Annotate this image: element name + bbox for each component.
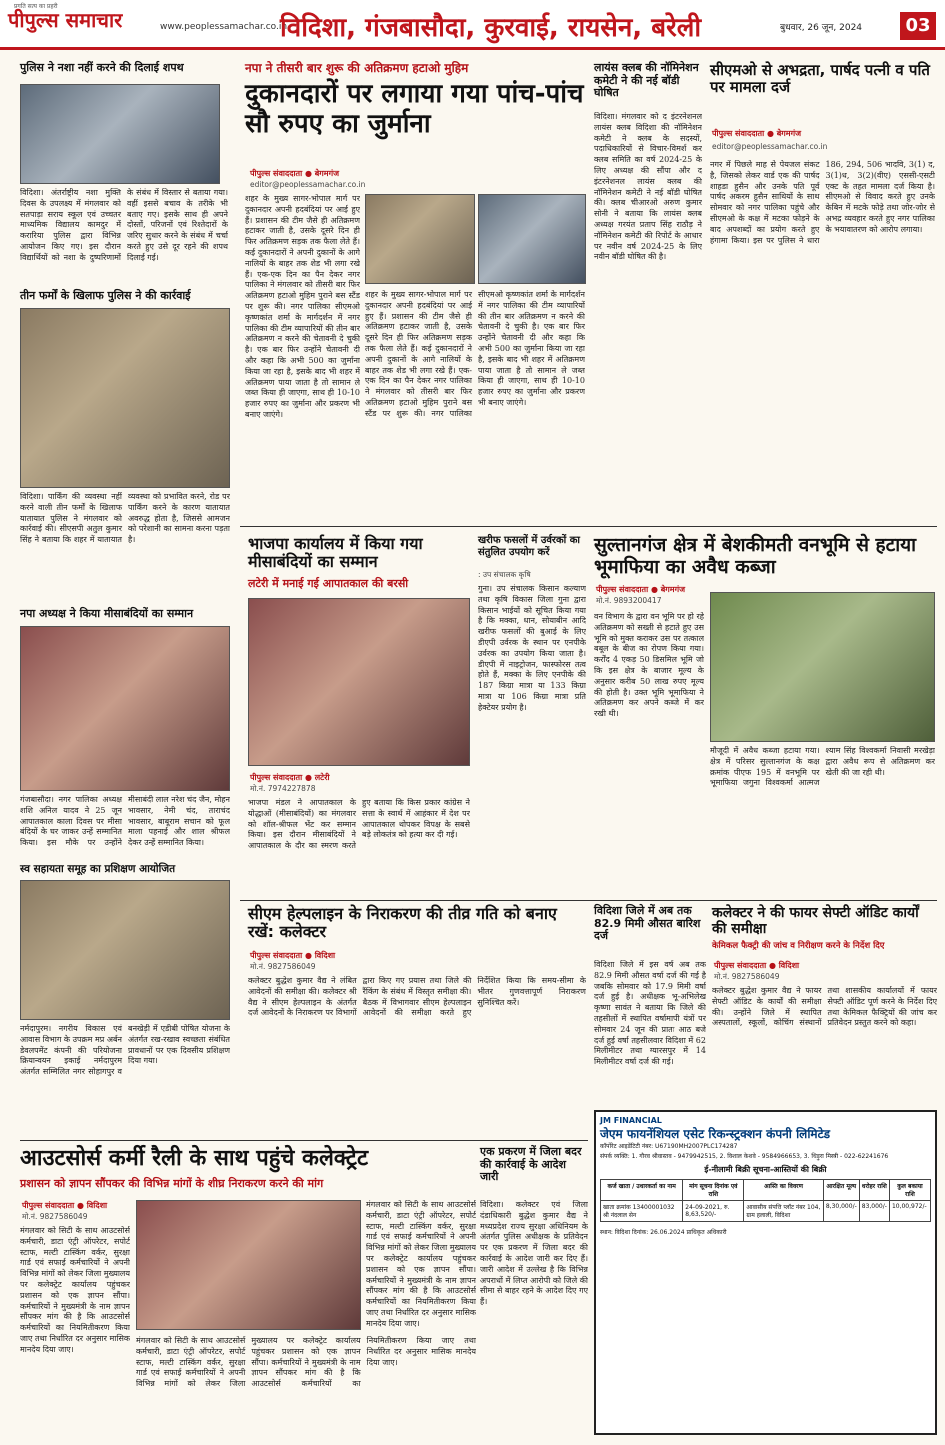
bjp-misa-headline: भाजपा कार्यालय में किया गया मीसाबंदियों का सम्मान <box>248 534 423 572</box>
table-cell: आवासीय संपत्ति प्लॉट नंबर 104, ग्राम हलाली, विदिशा <box>744 1201 824 1222</box>
rainfall-body: विदिशा जिले में इस वर्ष अब तक 82.9 मिमी औसत वर्षा दर्ज की गई है जबकि सोमवार को 17.9 मिमी वर्षा दर्ज हुई है। अधीक्षक भू-अभिलेख कृष्णा सावंत ने बताया कि जिले की तहसीलों में स्थापित वर्षामापी यंत्रों पर सोमवार 24 जून की प्रातः आठ बजे दर्ज हुई वर्षा तहसीलवार विदिशा में 62 मिलीमीटर तथा ग्यारसपुर में 14 मिलीमीटर वर्षा दर्ज की गई। <box>594 960 706 1067</box>
rally-photo <box>136 1200 361 1330</box>
rainfall-headline: विदिशा जिले में अब तक 82.9 मिमी औसत बारिश दर्ज <box>594 904 701 943</box>
training-photo <box>20 880 230 1020</box>
cm-helpline-body: कलेक्टर बुद्धेश कुमार वैद्य ने लंबित आवेदनों की समीक्षा की। कलेक्टर श्री वैद्य ने सीएम हेल्पलाइन के अंतर्गत दर्ज आवेदनों के निराकरण पर विभागों द्वारा किए गए प्रयास तथा जिले की रैंकिंग के संबंध में विस्तृत समीक्षा की। बैठक में विभागवार सीएम हेल्पलाइन आवेदनों की समीक्षा करते हुए निर्देशित किया कि समय-सीमा के भीतर गुणवत्तापूर्ण निराकरण सुनिश्चित करें। <box>248 976 586 1018</box>
three-firms-body: विदिशा। पार्किंग की व्यवस्था नहीं करने वाली तीन फर्मों के खिलाफ यातायात पुलिस ने मंगलवार को कार्रवाई की। सीएसपी अतुल कुमार सिंह ने बताया कि शहर में यातायात व्यवस्था को प्रभावित करने, रोड पर पार्किंग करने के कारण यातायात अवरुद्ध होता है, जिससे आमजन को परेशानी का सामना करना पड़ता है। <box>20 492 230 545</box>
outsource-rally-byline: पीपुल्स संवाददाता ● विदिशा <box>22 1201 108 1210</box>
police-oath-body: विदिशा। अंतर्राष्ट्रीय नशा मुक्ति दिवस के उपलक्ष्य में मंगलवार को सतपाड़ा सराय स्कूल एवं उच्चतर माध्यमिक विद्यालय कामदुर में करारिया पुलिस द्वारा विभिन्न आयोजन किए गए। इस दौरान विद्यार्थियों को नशा के दुष्परिणामों के संबंध में विस्तार से बताया गया। वहीं इससे बचाव के तरीके भी बताए गए। इसके साथ ही अपने दोस्तों, परिजनों एवं रिश्तेदारों के जरिए सुधार करने के संबंध में चर्चा करते हुए उसे दूर रहने की शपथ दिलाई गई। <box>20 188 228 262</box>
cmo-case-headline: सीएमओ से अभद्रता, पार्षद पत्नी व पति पर मामला दर्ज <box>710 61 930 97</box>
fire-safety-headline: कलेक्टर ने की फायर सेफ्टी ऑडिट कार्यों की समीक्षा <box>712 905 919 938</box>
bjp-misa-body: भाजपा मंडल ने आपातकाल के योद्धाओं (मीसाबंदियों) का मंगलवार को शॉल-श्रीफल भेंट कर सम्मान किया। इस दौरान मीसाबंदियों ने आपातकाल के दौर का स्मरण करते हुए बताया कि किस प्रकार कांग्रेस ने सत्ता के स्वार्थ में आहंकार में देश पर आपातकाल थोपकर विपक्ष के सबसे बड़े लोकतंत्र को हत्या कर दी गई। <box>248 798 470 851</box>
outsource-rally-body: मंगलवार को सिटी के साथ आउटसोर्स कर्मचारी, डाटा एंट्री ऑपरेटर, सपोर्ट स्टाफ, मल्टी टास्किंग वर्कर, सुरक्षा गार्ड एवं सफाई कर्मचारियों ने अपनी विभिन्न मांगों को लेकर जिला मुख्यालय पर कलेक्ट्रेट कार्यालय पहुंचकर प्रशासन को एक ज्ञापन सौंपा। कर्मचारियों ने मुख्यमंत्री के नाम ज्ञापन सौंपकर मांग की है कि आउटसोर्स कर्मचारियों का नियमितीकरण किया जाए तथा निर्धारित दर अनुसार मासिक मानदेय दिया जाए। <box>20 1226 130 1354</box>
cm-helpline-headline: सीएम हेल्पलाइन के निराकरण की तीव्र गति को बनाए रखें: कलेक्टर <box>248 904 557 942</box>
table-cell: 8,30,000/- <box>823 1201 859 1222</box>
lions-club-body: विदिशा। मंगलवार को द इंटरनेशनल लायंस क्लब विदिशा की नॉमिनेशन कमेटी ने क्लब के सदस्यों, पदाधिकारियों से विचार-विमर्श कर क्लब समिति का वर्ष 2024-25 के लिए अध्यक्ष की सौंपा और द इंटरनेशनल लायंस क्लब की नॉमिनेशन कमेटी ने नई बॉडी घोषित की। क्लब चीआरओ अरुण कुमार सोनी ने बताया कि लायंस क्लब अध्यक्ष गरयंत प्रताप सिंह राठौड़ ने नॉमिनेशन कमेटी की रिपोर्ट के आधार पर नवीन वर्ष 2024-25 के लिए नवीन बॉडी घोषित की है। <box>594 112 702 262</box>
edition-cities: विदिशा, गंजबासौदा, कुरवाई, रायसेन, बरेली <box>280 13 702 43</box>
cmo-case-body: नगर में पिछले माह से पेयजल संकट है, जिसको लेकर वार्ड एक की पार्षद शाहडा हुसैन और उनके पति पूर्व पार्षद अकरम हुसैन साथियों के साथ सोमवार को नगर पालिका पहुंचे और सीएमओ के कक्ष में मटका फोड़ने के बाद अपशब्दों का प्रयोग करते हुए हंगामा किया। इस पर पुलिस ने धारा 186, 294, 506 भादवि, 3(1) द, 3(1)ध, 3(2)(वीए) एससी-एसटी एक्ट के तहत मामला दर्ज किया है। सीएमओ से विवाद करते हुए उनके केबिन में मटके फोड़े तथा जोर-जोर से अभद्र व्यवहार करते हुए नगर पालिका के भयावातरण को आरोप लगाया। <box>710 160 935 245</box>
ad-contact: संपर्क व्यक्ति: 1. गौरव श्रीवास्तव - 9479942515, 2. विशाल केशवे - 9584966653, 3. धिड़ुरा मिस्त्री - 022-62241676 <box>600 1153 889 1160</box>
encroachment-body: शहर के मुख्य सागर-भोपाल मार्ग पर दुकानदार अपनी हदबंदियां पर आई हुए हैं। प्रशासन की टीम जैसे ही अतिक्रमण हटाकर जाती है, उसके दूसरे दिन ही फिर अतिक्रमण सड़क तक फैला लेते हैं। कई दुकानदारों ने अपनी दुकानों के आगे नालियों के बाहर तक शेड भी लगा रखे हैं। एक-एक दिन का पैन देकर नगर पालिका ने मंगलवार को तीसरी बार फिर अतिक्रमण हटाओ मुहिम पुराने बस स्टैंड पर शुरू की। नगर पालिका सीएमओ कृष्णकांत शर्मा के मार्गदर्शन में नगर पालिका की टीम व्यापारियों की तीन बार अतिक्रमण न करने की चेतावनी दे चुकी है। एक बार फिर उन्होंने चेतावनी दी और कहा कि अभी 500 का जुर्माना किया जा रहा है, इसके बाद भी शहर में अतिक्रमण पाया जाता है तो सामान ले जब्त किया ही जाएगा, साथ ही 10-10 हजार रुपए का जुर्माना और प्रकरण भी बनाए जाएंगे। <box>245 194 360 419</box>
page-number: 03 <box>900 12 936 40</box>
self-help-headline: स्व सहायता समूह का प्रशिक्षण आयोजित <box>20 863 176 875</box>
district-exile-headline: एक प्रकरण में जिला बदर की कार्रवाई के आदेश जारी <box>480 1145 582 1184</box>
three-firms-headline: तीन फर्मों के खिलाफ पुलिस ने की कार्रवाई <box>20 289 191 302</box>
outsource-rally-body-2: मंगलवार को सिटी के साथ आउटसोर्स कर्मचारी, डाटा एंट्री ऑपरेटर, सपोर्ट स्टाफ, मल्टी टास्किंग वर्कर, सुरक्षा गार्ड एवं सफाई कर्मचारियों ने अपनी विभिन्न मांगों को लेकर जिला मुख्यालय पर कलेक्ट्रेट कार्यालय पहुंचकर प्रशासन को एक ज्ञापन सौंपा। कर्मचारियों ने मुख्यमंत्री के नाम ज्ञापन सौंपकर मांग की है कि आउटसोर्स कर्मचारियों का नियमितीकरण किया जाए तथा निर्धारित दर अनुसार मासिक मानदेय दिया जाए। <box>136 1336 476 1389</box>
sultanganj-caption: मौजूदी में अवैध कब्जा हटाया गया। क्षेत्र में परिसर सुल्तानगंज के कक्ष क्रमांक पीएफ 195 में वनभूमि पर भूमाफिया जगुना विश्वकर्मा आत्मज श्याम सिंह विश्वकर्मा निवासी मरखेड़ा द्वारा अवैध रूप से अतिक्रमण कर खेती की जा रही थी। <box>710 746 935 788</box>
nagar-adhyaksh-body: गंजबासौदा। नगर पालिका अध्यक्ष शशि अनिल यादव ने 25 जून आपातकाल काला दिवस पर मीसा बंदियों के घर जाकर उन्हें सम्मानित किया। इस मौके पर उन्होंने मीसाबंदी लाल नरेश चंद जैन, मोहन भावसार, नेमी चंद, ताराचंद भावसार, बाबूराम सचान को फूल माला पहनाई और शाल श्रीफल देकर उन्हें सम्मानित किया। <box>20 795 230 848</box>
bjp-misa-phone: मो.नं. 7974227878 <box>250 784 316 793</box>
nagar-adhyaksh-headline: नपा अध्यक्ष ने किया मीसाबंदियों का सम्मान <box>20 607 194 620</box>
table-header: आरक्षित मूल्य <box>823 1180 859 1201</box>
police-oath-headline: पुलिस ने नशा नहीं करने की दिलाई शपथ <box>20 61 184 74</box>
fire-safety-kicker: केमिकल फैक्ट्री की जांच व निरीक्षण करने के निर्देश दिए <box>712 941 885 951</box>
self-help-body: नर्मदापुरम। नगरीय विकास एवं आवास विभाग के उपक्रम मप्र अर्बन डेवलपमेंट कंपनी की परियोजना क्रियान्वयन इकाई नर्मदापुरम अंतर्गत सम्मिलित नगर सोहागपुर व बनखेड़ी में एडीबी पोषित योजना के अंतर्गत रख-रखाव स्वच्छता संबंधित प्रावधानों पर एक दिवसीय प्रशिक्षण दिया गया। <box>20 1024 230 1077</box>
section-divider-2 <box>240 900 937 901</box>
encroachment-photo-2 <box>478 194 586 284</box>
fire-safety-byline: पीपुल्स संवाददाता ● विदिशा <box>714 961 800 970</box>
fire-safety-body: कलेक्टर बुद्धेश कुमार वैद्य ने फायर सेफ्टी ऑडिट के कार्यों की समीक्षा की। उन्होंने जिले में स्थापित अस्पतालों, स्कूलों, कोचिंग संस्थानों तथा शासकीय कार्यालयों में फायर सेफ्टी ऑडिट पूर्ण करने के निर्देश दिए तथा केमिकल फैक्ट्रियों की जांच कर प्रतिवेदन प्रस्तुत करने को कहा। <box>712 986 937 1028</box>
ad-cin: कॉर्पोरेट आइडेंटिटी नंबर: U67190MH2007PLC174287 <box>600 1143 738 1150</box>
outsource-rally-phone: मो.नं. 9827586049 <box>22 1212 88 1221</box>
newspaper-logo: पीपुल्स समाचार <box>8 8 123 32</box>
table-cell: खाता क्रमांक 13400001032 श्री नंदलाल सेन <box>601 1201 683 1222</box>
table-row <box>601 1201 931 1222</box>
encroachment-photo-1 <box>365 194 475 284</box>
masthead <box>0 0 945 50</box>
section-divider <box>240 526 937 527</box>
sultanganj-phone: मो.नं. 9893200417 <box>596 596 662 605</box>
students-photo <box>20 84 220 184</box>
sultanganj-body: वन विभाग के द्वारा वन भूमि पर हो रहे अतिक्रमण को सख्ती से हटाते हुए उस भूमि को मुक्त कराकर उस पर तत्काल बबूल के बीज का रोपण किया गया। कर्रोंद 4 एकड़ 50 डिसमिल भूमि जो कि इस क्षेत्र के बाजार मूल्य के अनुसार करीब 50 लाख रुपए मूल्य की होती है। उक्त भूमि भूमाफिया ने अतिक्रमण कर अपने कब्जे में कर रखी थी। <box>594 612 704 719</box>
table-header: धरोहर राशि <box>859 1180 889 1201</box>
encroachment-body-2: शहर के मुख्य सागर-भोपाल मार्ग पर दुकानदार अपनी हदबंदियां पर आई हुए हैं। प्रशासन की टीम जैसे ही अतिक्रमण हटाकर जाती है, उसके दूसरे दिन ही फिर अतिक्रमण सड़क तक फैला लेते हैं। कई दुकानदारों ने अपनी दुकानों के आगे नालियों के बाहर तक शेड भी लगा रखे हैं। एक-एक दिन का पैन देकर नगर पालिका ने मंगलवार को तीसरी बार फिर अतिक्रमण हटाओ मुहिम पुराने बस स्टैंड पर शुरू की। नगर पालिका सीएमओ कृष्णकांत शर्मा के मार्गदर्शन में नगर पालिका की टीम व्यापारियों की तीन बार अतिक्रमण न करने की चेतावनी दे चुकी है। एक बार फिर उन्होंने चेतावनी दी और कहा कि अभी 500 का जुर्माना किया जा रहा है, इसके बाद भी शहर में अतिक्रमण पाया जाता है तो सामान ले जब्त किया ही जाएगा, साथ ही 10-10 हजार रुपए का जुर्माना और प्रकरण भी बनाए जाएंगे। <box>365 290 585 418</box>
bjp-misa-byline: पीपुल्स संवाददाता ● लटेरी <box>250 773 330 782</box>
outsource-rally-body-3: मंगलवार को सिटी के साथ आउटसोर्स कर्मचारी, डाटा एंट्री ऑपरेटर, सपोर्ट स्टाफ, मल्टी टास्किंग वर्कर, सुरक्षा गार्ड एवं सफाई कर्मचारियों ने अपनी विभिन्न मांगों को लेकर जिला मुख्यालय पर कलेक्ट्रेट कार्यालय पहुंचकर प्रशासन को एक ज्ञापन सौंपा। कर्मचारियों ने मुख्यमंत्री के नाम ज्ञापन सौंपकर मांग की है कि आउटसोर्स कर्मचारियों का नियमितीकरण किया जाए तथा निर्धारित दर अनुसार मासिक मानदेय दिया जाए। <box>366 1200 476 1328</box>
table-cell: 10,00,972/- <box>889 1201 930 1222</box>
ad-notice-title: ई-नीलामी बिक्री सूचना-आस्तियों की बिक्री <box>704 1165 827 1174</box>
outsource-rally-headline: आउटसोर्स कर्मी रैली के साथ पहुंचे कलेक्ट्रेट <box>20 1146 369 1171</box>
table-cell: 24-09-2021, रु. 8,63,520/- <box>683 1201 744 1222</box>
encroachment-email[interactable]: editor@peoplessamachar.co.in <box>250 180 366 189</box>
kharif-body: गुना। उप संचालक किसान कल्याण तथा कृषि विकास जिला गुना द्वारा किसान भाईयों को सूचित किया गया है कि मक्का, धान, सोयाबीन आदि खरीफ फसलों की बुआई के लिए डीएपी उर्वरक के स्थान पर एनपीके उर्वरक का उपयोग किया जाता है। डीएपी में नाइट्रोजन, फास्फोरस तत्व होते हैं, मक्का के लिए एनपीके की 187 किग्रा मात्रा या 133 किग्रा मात्रा या 106 किग्रा मात्रा प्रति हेक्टेयर प्रयोग है। <box>478 584 586 712</box>
cm-helpline-phone: मो.नं. 9827586049 <box>250 962 316 971</box>
ad-company: जेएम फायनेंशियल एसेट रिकन्स्ट्रक्शन कंपनी लिमिटेड <box>600 1127 831 1141</box>
table-header: कर्ज खाता / उधारकर्ता का नाम <box>601 1180 683 1201</box>
ad-brand: JM FINANCIAL <box>600 1116 662 1125</box>
table-header: मांग सूचना दिनांक एवं राशि <box>683 1180 744 1201</box>
ad-footer: स्थान: विदिशा दिनांक: 26.06.2024 प्राधिकृत अधिकारी <box>600 1229 727 1236</box>
cmo-case-byline: पीपुल्स संवाददाता ● बेगमगंज <box>712 129 802 138</box>
forest-land-photo <box>710 592 935 742</box>
encroachment-kicker: नपा ने तीसरी बार शुरू की अतिक्रमण हटाओ मुहिम <box>245 61 469 75</box>
auction-advertisement <box>594 1110 937 1435</box>
bjp-office-photo <box>248 598 470 766</box>
kharif-kicker: : उप संचालक कृषि <box>478 570 531 579</box>
sultanganj-headline: सुल्तानगंज क्षेत्र में बेशकीमती वनभूमि से हटाया भूमाफिया का अवैध कब्जा <box>594 534 917 578</box>
bjp-misa-kicker: लटेरी में मनाई गई आपातकाल की बरसी <box>248 577 409 590</box>
encroachment-headline: दुकानदारों पर लगाया गया पांच-पांच सौ रुपए का जुर्माना <box>245 79 584 139</box>
lions-club-headline: लायंस क्लब की नॉमिनेशन कमेटी ने की नई बॉडी घोषित <box>594 61 699 100</box>
fire-safety-phone: मो.नं. 9827586049 <box>714 972 780 981</box>
felicitation-photo <box>20 626 230 791</box>
table-header: आस्ति का विवरण <box>744 1180 824 1201</box>
website-link[interactable]: www.peoplessamachar.co.in <box>160 22 288 32</box>
sultanganj-byline: पीपुल्स संवाददाता ● बेगमगंज <box>596 585 686 594</box>
district-exile-body: विदिशा। कलेक्टर एवं जिला दंडाधिकारी बुद्धेश कुमार वैद्य ने मध्यप्रदेश राज्य सुरक्षा अधिनियम के अंतर्गत पुलिस अधीक्षक के प्रतिवेदन पर एक प्रकरण में जिला बदर की कार्रवाई के आदेश जारी कर दिए हैं। जारी आदेश में उल्लेख है कि विभिन्न अपराधों में लिप्त आरोपी को जिले की सीमा से बाहर रहने के आदेश दिए गए हैं। <box>480 1200 588 1307</box>
table-header: कुल बकाया राशि <box>889 1180 930 1201</box>
cmo-case-email[interactable]: editor@peoplessamachar.co.in <box>712 142 828 151</box>
tagline: प्रगति सत्य का प्रहरी <box>14 3 58 10</box>
publication-date: बुधवार, 26 जून, 2024 <box>780 23 863 33</box>
table-cell: 83,000/- <box>859 1201 889 1222</box>
section-divider-3 <box>20 1140 588 1141</box>
auction-table <box>600 1179 931 1222</box>
encroachment-byline: पीपुल्स संवाददाता ● बेगमगंज <box>250 169 340 178</box>
street-shops-photo <box>20 308 230 488</box>
cm-helpline-byline: पीपुल्स संवाददाता ● विदिशा <box>250 951 336 960</box>
kharif-headline: खरीफ फसलों में उर्वरकों का संतुलित उपयोग करें <box>478 535 580 558</box>
outsource-rally-kicker: प्रशासन को ज्ञापन सौंपकर की विभिन्न मांगों के शीघ्र निराकरण करने की मांग <box>20 1177 324 1190</box>
